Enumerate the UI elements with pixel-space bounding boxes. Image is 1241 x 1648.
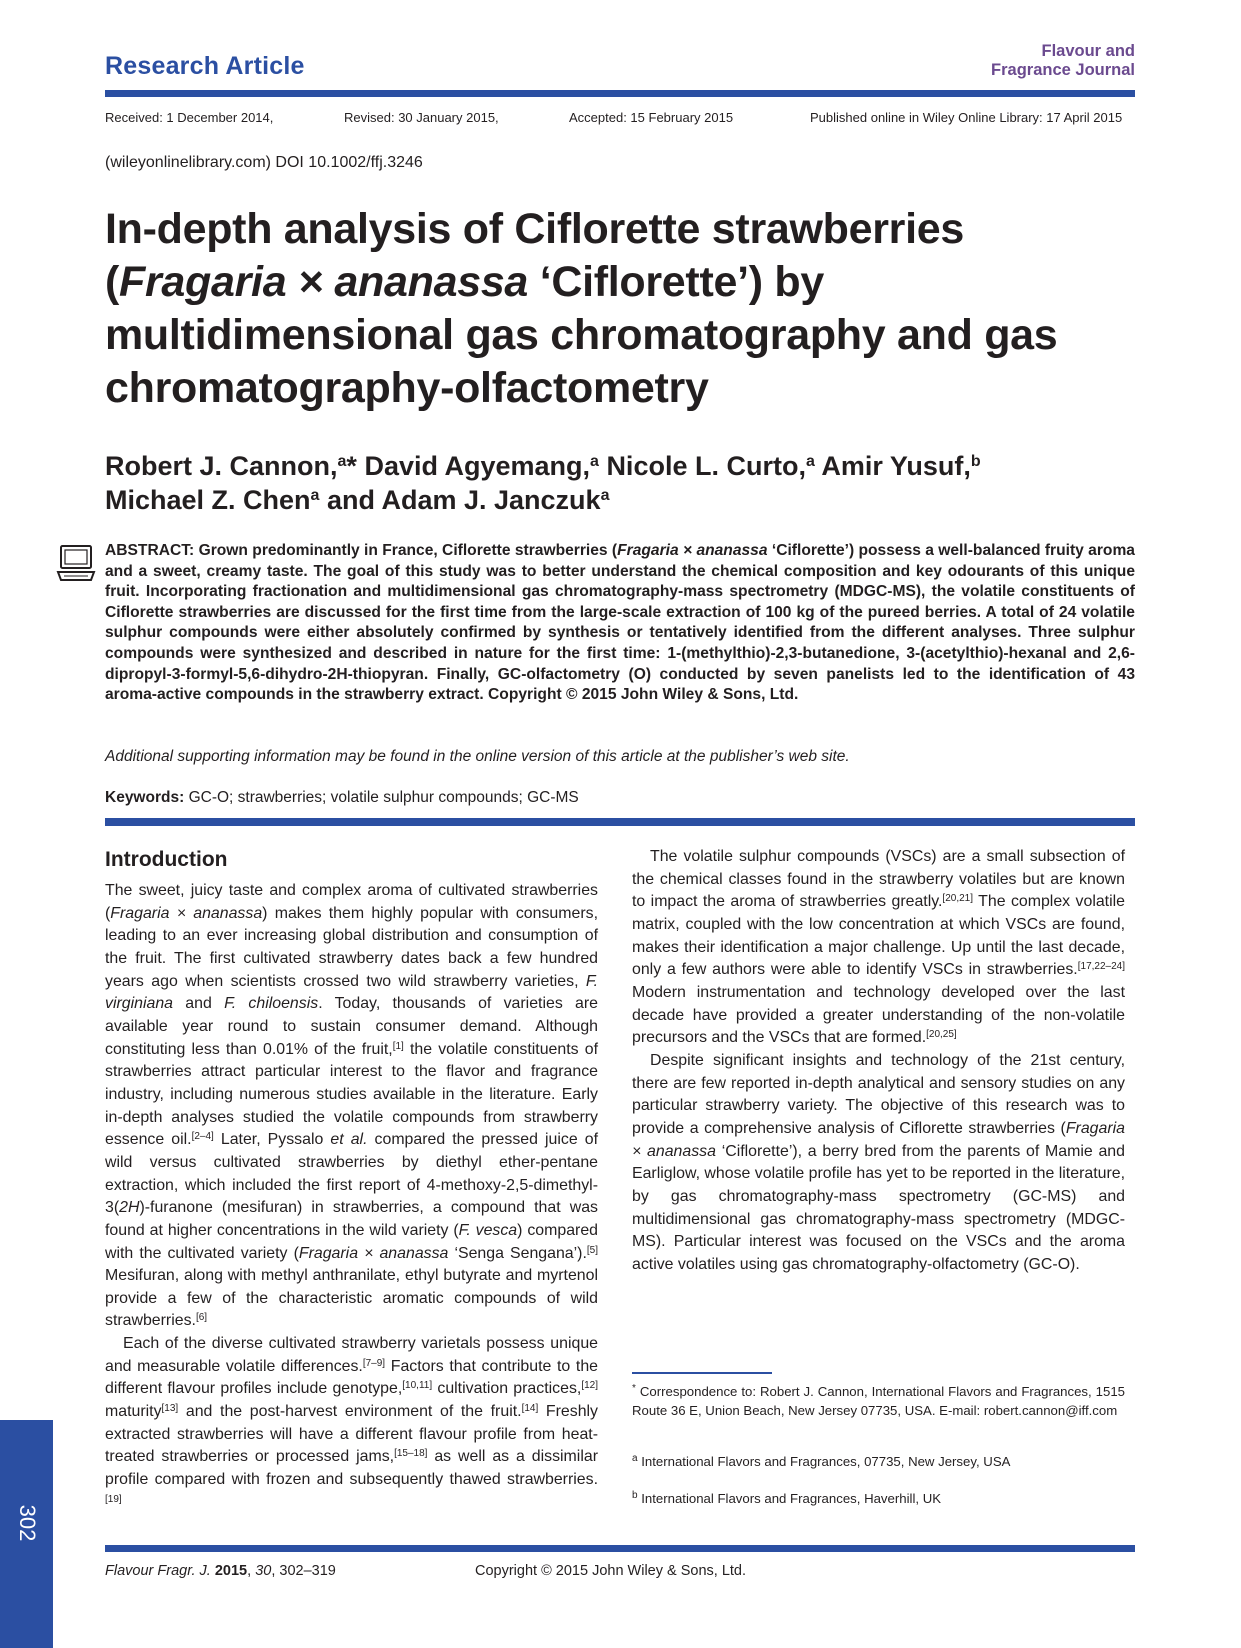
page-number: 302 (15, 1504, 40, 1542)
journal-citation: Flavour Fragr. J. 2015, 30, 302–319 (105, 1563, 336, 1579)
author: Nicole L. Curto,$^a$ (606, 451, 815, 481)
title-species: Fragaria × ananassa (119, 258, 529, 306)
title-text-cont: ‘Ciflorette’) by multidimensional gas chromatography and gas chromatography-olfactometry (105, 258, 1058, 412)
journal-name-line1: Flavour and (1041, 42, 1135, 60)
affiliation-a-footnote: $^a$ International Flavors and Fragrances, 07735, New Jersey, USA (632, 1453, 1011, 1469)
right-column (632, 846, 1125, 1276)
left-column (105, 880, 598, 1514)
journal-name-line2: Fragrance Journal (991, 61, 1135, 79)
keywords-text: GC-O; strawberries; volatile sulphur compounds; GC-MS (188, 789, 579, 806)
section-label: Research Article (105, 52, 305, 80)
paragraph: The sweet, juicy taste and complex aroma of cultivated strawberries (Fragaria × ananassa) makes them highly popular with consumers, leading to an ever increasing global distribution and consumption of the fruit. The first cultivated strawberry dates back a few hundred years ago when scientists crossed two wild strawberry varieties, F. virginiana and F. chiloensis. Today, thousands of varieties are available year round to sustain consumer demand. Although constituting less than 0.01% of the fruit,[1] the volatile constituents of strawberries attract particular interest to the flavor and fragrance industry, including numerous studies available in the literature. Early in-depth analyses studied the volatile compounds from strawberry essence oil.[2–4] Later, Pyssalo et al. compared the pressed juice of wild versus cultivated strawberries by diethyl ether-pentane extraction, which included the first report of 4-methoxy-2,5-dimethyl-3(2H)-furanone (mesifuran) in strawberries, a compound that was found at higher concentrations in the wild variety (F. vesca) compared with the cultivated variety (Fragaria × ananassa ‘Senga Sengana’).[5] Mesifuran, along with methyl anthranilate, ethyl butyrate and myrtenol provide a few of the characteristic aromatic compounds of wild strawberries.[6] (105, 882, 599, 1330)
author: David Agyemang,$^a$ (364, 451, 599, 481)
journal-name (940, 42, 1135, 80)
affiliation-b-footnote: $^b$ International Flavors and Fragrances, Haverhill, UK (632, 1490, 942, 1506)
paragraph: The volatile sulphur compounds (VSCs) are a small subsection of the chemical classes found in the strawberry volatiles but are known to impact the aroma of strawberries greatly.[20,21] The complex volatile matrix, coupled with the low concentration at which VSCs are found, makes their identification a major challenge. Up until the last decade, only a few authors were able to identify VSCs in strawberries.[17,22–24] Modern instrumentation and technology developed over the last decade have provided a greater understanding of the non-volatile precursors and the VSCs that are formed.[20,25] (632, 848, 1125, 1047)
title-text: In-depth analysis of Ciflorette strawberries ( (105, 205, 964, 306)
author-list (105, 449, 1135, 517)
author: Michael Z. Chen$^a$ (105, 485, 320, 515)
supporting-info-note: Additional supporting information may be found in the online version of this article at the publisher’s web site. (105, 748, 850, 765)
section-rule (105, 818, 1135, 826)
accepted-date: Accepted: 15 February 2015 (569, 110, 734, 125)
computer-icon (56, 544, 96, 586)
author: Robert J. Cannon,$^a$* (105, 451, 357, 481)
paragraph: Each of the diverse cultivated strawberry varietals possess unique and measurable volatile differences.[7–9] Factors that contribute to the different flavour profiles include genotype,[10,11] cultivation practices,[12] maturity[13] and the post-harvest environment of the fruit.[14] Freshly extracted strawberries will have a different flavour profile from heat-treated strawberries or processed jams,[15–18] as well as a dissimilar profile compared with frozen and subsequently thawed strawberries.[19] (105, 1335, 599, 1505)
keywords (105, 789, 579, 807)
received-date: Received: 1 December 2014, (105, 110, 274, 125)
author-conjunction: and (326, 485, 375, 515)
introduction-heading: Introduction (105, 848, 228, 871)
author: Adam J. Janczuk$^a$ (381, 485, 610, 515)
correspondence-footnote: * Correspondence to: Robert J. Cannon, International Flavors and Fragrances, 1515 Route 36 E, Union Beach, New Jersey 07735, USA. E-mail: robert.cannon@iff.com (632, 1383, 1126, 1418)
abstract-label: ABSTRACT: (105, 542, 195, 559)
revised-date: Revised: 30 January 2015, (344, 110, 499, 125)
doi: (wileyonlinelibrary.com) DOI 10.1002/ffj.3246 (105, 154, 423, 171)
keywords-label: Keywords: (105, 789, 185, 806)
footnote-rule (632, 1372, 772, 1374)
abstract: ABSTRACT: Grown predominantly in France, Ciflorette strawberries (Fragaria × ananassa ‘Ciflorette’) possess a well-balanced fruity aroma and a sweet, creamy taste. The goal of this study was to better understand the chemical composition and key odourants of this unique fruit. Incorporating fractionation and multidimensional gas chromatography-mass spectrometry (MDGC-MS), the volatile constituents of Ciflorette strawberries are discussed for the first time from the large-scale extraction of 100 kg of the pureed berries. A total of 24 volatile sulphur compounds were either absolutely confirmed by synthesis or tentatively identified from the different analyses. Three sulphur compounds were synthesized and described in nature for the first time: 1-(methylthio)-2,3-butanedione, 3-(acetylthio)-hexanal and 2,6-dipropyl-3-formyl-5,6-dihydro-2H-thiopyran. Finally, GC-olfactometry (O) conducted by seven panelists led to the identification of 43 aroma-active compounds in the strawberry extract. Copyright © 2015 John Wiley & Sons, Ltd. (105, 542, 1135, 704)
paragraph: Despite significant insights and technology of the 21st century, there are few reported in-depth analytical and sensory studies on any particular strawberry variety. The objective of this research was to provide a comprehensive analysis of Ciflorette strawberries (Fragaria × ananassa ‘Ciflorette’), a berry bred from the parents of Mamie and Earliglow, whose volatile profile has yet to be reported in the literature, by gas chromatography-mass spectrometry (GC-MS) and multidimensional gas chromatography-mass spectrometry (MDGC-MS). Particular interest was focused on the VSCs and the aroma active volatiles using gas chromatography-olfactometry (GC-O). (632, 1051, 1125, 1273)
footer-rule (105, 1545, 1135, 1552)
header-rule (105, 90, 1135, 97)
author: Amir Yusuf,$^b$ (821, 451, 981, 481)
article-title (105, 203, 1145, 415)
published-date: Published online in Wiley Online Library: 17 April 2015 (810, 110, 1123, 125)
footer-copyright: Copyright © 2015 John Wiley & Sons, Ltd. (475, 1563, 747, 1579)
